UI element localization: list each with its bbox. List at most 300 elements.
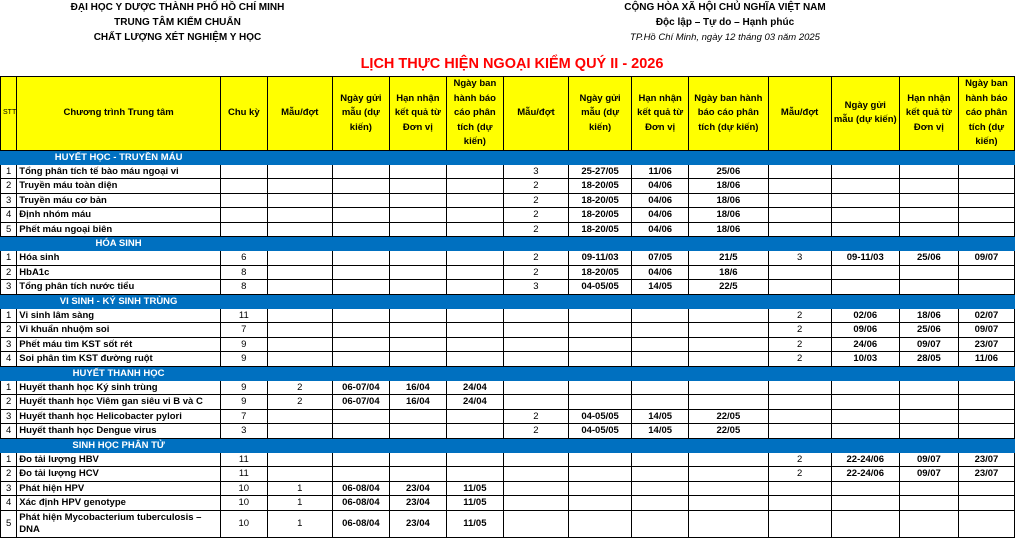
row-cell-d3: 09-11/03 bbox=[831, 251, 899, 266]
row-cell-p1 bbox=[446, 179, 503, 194]
row-cell-s2 bbox=[503, 496, 568, 511]
row-cell-s3: 2 bbox=[768, 452, 831, 467]
row-cell-d3: 09/06 bbox=[831, 323, 899, 338]
row-cell-r3: 09/07 bbox=[899, 337, 958, 352]
row-program: Hóa sinh bbox=[17, 251, 221, 266]
section-title: SINH HỌC PHÂN TỬ bbox=[17, 438, 221, 452]
section-title: VI SINH - KÝ SINH TRÙNG bbox=[17, 294, 221, 308]
row-cell-cycle bbox=[220, 222, 267, 237]
row-cell-d2 bbox=[569, 395, 632, 410]
row-program: Tổng phân tích nước tiểu bbox=[17, 280, 221, 295]
row-cell-s3: 2 bbox=[768, 467, 831, 482]
row-program: Truyền máu toàn diện bbox=[17, 179, 221, 194]
row-cell-p3: 09/07 bbox=[958, 251, 1014, 266]
row-cell-p3 bbox=[958, 395, 1014, 410]
row-cell-s1 bbox=[267, 251, 332, 266]
row-cell-p2: 18/06 bbox=[689, 193, 768, 208]
row-cell-r2 bbox=[632, 308, 689, 323]
row-program: Định nhóm máu bbox=[17, 208, 221, 223]
page-title: LỊCH THỰC HIỆN NGOẠI KIỂM QUÝ II - 2026 bbox=[360, 56, 664, 72]
section-spacer bbox=[1, 438, 17, 452]
row-cell-s1: 1 bbox=[267, 496, 332, 511]
row-cell-p3 bbox=[958, 179, 1014, 194]
row-cell-d3 bbox=[831, 481, 899, 496]
row-cell-cycle: 9 bbox=[220, 337, 267, 352]
national-motto: Độc lập – Tự do – Hạnh phúc bbox=[655, 17, 795, 28]
row-cell-p3 bbox=[958, 164, 1014, 179]
row-cell-s2: 2 bbox=[503, 251, 568, 266]
row-program: Đo tải lượng HBV bbox=[17, 452, 221, 467]
row-cell-d2 bbox=[569, 323, 632, 338]
row-cell-s3 bbox=[768, 179, 831, 194]
row-cell-s3 bbox=[768, 222, 831, 237]
row-cell-p2 bbox=[689, 452, 768, 467]
row-cell-s1 bbox=[267, 308, 332, 323]
section-fill bbox=[220, 237, 1014, 251]
row-cell-p1 bbox=[446, 467, 503, 482]
row-cell-d1 bbox=[332, 208, 389, 223]
row-cell-r2: 07/05 bbox=[632, 251, 689, 266]
row-cell-d3 bbox=[831, 193, 899, 208]
row-cell-cycle: 9 bbox=[220, 352, 267, 367]
row-cell-r1 bbox=[389, 352, 446, 367]
row-cell-cycle: 10 bbox=[220, 496, 267, 511]
row-cell-p2 bbox=[689, 395, 768, 410]
row-cell-d1 bbox=[332, 409, 389, 424]
row-cell-p1 bbox=[446, 222, 503, 237]
row-cell-r1: 16/04 bbox=[389, 395, 446, 410]
row-cell-r2: 14/05 bbox=[632, 280, 689, 295]
row-cell-d1 bbox=[332, 452, 389, 467]
row-cell-cycle: 8 bbox=[220, 280, 267, 295]
row-cell-r3 bbox=[899, 395, 958, 410]
row-cell-d2: 18-20/05 bbox=[569, 193, 632, 208]
row-cell-d1: 06-07/04 bbox=[332, 380, 389, 395]
row-cell-r1 bbox=[389, 222, 446, 237]
row-cell-p1 bbox=[446, 352, 503, 367]
row-cell-d2: 04-05/05 bbox=[569, 424, 632, 439]
row-cell-p1 bbox=[446, 251, 503, 266]
col-report-date: Ngày ban hành báo cáo phân tích (dự kiến) bbox=[446, 77, 503, 151]
row-cell-s1 bbox=[267, 222, 332, 237]
row-cell-s2: 2 bbox=[503, 409, 568, 424]
row-cell-p1: 24/04 bbox=[446, 380, 503, 395]
row-cell-r2: 04/06 bbox=[632, 222, 689, 237]
section-spacer bbox=[1, 366, 17, 380]
row-cell-p2: 22/05 bbox=[689, 424, 768, 439]
table-row bbox=[1, 208, 1015, 223]
row-cell-p2 bbox=[689, 337, 768, 352]
row-cell-cycle bbox=[220, 208, 267, 223]
row-cell-p1 bbox=[446, 164, 503, 179]
row-cell-p1: 11/05 bbox=[446, 481, 503, 496]
row-cell-p2 bbox=[689, 380, 768, 395]
table-row bbox=[1, 467, 1015, 482]
row-cell-p2 bbox=[689, 323, 768, 338]
row-stt: 4 bbox=[1, 496, 17, 511]
row-cell-p3: 11/06 bbox=[958, 352, 1014, 367]
row-cell-p1 bbox=[446, 424, 503, 439]
header-right bbox=[560, 0, 890, 45]
row-cell-r3 bbox=[899, 179, 958, 194]
col-cycle: Chu kỳ bbox=[220, 77, 267, 151]
row-cell-r3 bbox=[899, 481, 958, 496]
col-stt: STT bbox=[1, 77, 17, 151]
row-cell-r1: 16/04 bbox=[389, 380, 446, 395]
row-cell-d2: 25-27/05 bbox=[569, 164, 632, 179]
row-cell-s2 bbox=[503, 510, 568, 537]
row-cell-s3 bbox=[768, 424, 831, 439]
col-send-date-2: Ngày gửi mẫu (dự kiến) bbox=[569, 77, 632, 151]
row-cell-s1: 1 bbox=[267, 510, 332, 537]
table-row bbox=[1, 510, 1015, 537]
table-row bbox=[1, 280, 1015, 295]
row-cell-d3 bbox=[831, 424, 899, 439]
row-cell-d2: 18-20/05 bbox=[569, 179, 632, 194]
section-title: HÓA SINH bbox=[17, 237, 221, 251]
row-cell-r2: 14/05 bbox=[632, 409, 689, 424]
row-stt: 5 bbox=[1, 510, 17, 537]
table-row bbox=[1, 481, 1015, 496]
row-cell-p1 bbox=[446, 193, 503, 208]
row-cell-r1 bbox=[389, 265, 446, 280]
table-row bbox=[1, 452, 1015, 467]
row-cell-s2: 2 bbox=[503, 208, 568, 223]
row-cell-r1 bbox=[389, 424, 446, 439]
col-send-date-3: Ngày gửi mẫu (dự kiến) bbox=[831, 77, 899, 151]
row-cell-r3 bbox=[899, 510, 958, 537]
row-cell-p3: 23/07 bbox=[958, 467, 1014, 482]
row-cell-r3 bbox=[899, 265, 958, 280]
table-row bbox=[1, 179, 1015, 194]
table-row bbox=[1, 251, 1015, 266]
row-cell-cycle: 9 bbox=[220, 380, 267, 395]
row-cell-p1 bbox=[446, 280, 503, 295]
row-cell-d1 bbox=[332, 251, 389, 266]
row-cell-s2: 2 bbox=[503, 179, 568, 194]
row-cell-cycle: 6 bbox=[220, 251, 267, 266]
row-cell-s1 bbox=[267, 265, 332, 280]
row-cell-s1 bbox=[267, 179, 332, 194]
row-cell-s3: 2 bbox=[768, 308, 831, 323]
row-cell-p3 bbox=[958, 481, 1014, 496]
row-cell-r1 bbox=[389, 208, 446, 223]
row-cell-p3 bbox=[958, 424, 1014, 439]
row-program: Truyền máu cơ bản bbox=[17, 193, 221, 208]
row-cell-p3: 23/07 bbox=[958, 337, 1014, 352]
row-stt: 2 bbox=[1, 265, 17, 280]
row-cell-s3: 3 bbox=[768, 251, 831, 266]
schedule-table bbox=[0, 76, 1015, 538]
row-cell-r2 bbox=[632, 380, 689, 395]
row-stt: 3 bbox=[1, 337, 17, 352]
row-cell-r2 bbox=[632, 481, 689, 496]
row-stt: 3 bbox=[1, 481, 17, 496]
row-cell-d2 bbox=[569, 352, 632, 367]
row-cell-r3: 18/06 bbox=[899, 308, 958, 323]
row-cell-p1: 24/04 bbox=[446, 395, 503, 410]
row-cell-p3: 02/07 bbox=[958, 308, 1014, 323]
row-stt: 4 bbox=[1, 424, 17, 439]
row-cell-r2 bbox=[632, 395, 689, 410]
row-cell-r2 bbox=[632, 496, 689, 511]
row-cell-d3 bbox=[831, 164, 899, 179]
row-cell-d3 bbox=[831, 208, 899, 223]
row-cell-s1 bbox=[267, 409, 332, 424]
row-cell-d1 bbox=[332, 265, 389, 280]
row-cell-s3 bbox=[768, 395, 831, 410]
row-stt: 3 bbox=[1, 193, 17, 208]
row-cell-p2: 18/06 bbox=[689, 208, 768, 223]
row-cell-d2 bbox=[569, 337, 632, 352]
row-cell-s1 bbox=[267, 452, 332, 467]
row-cell-s1 bbox=[267, 323, 332, 338]
row-stt: 3 bbox=[1, 280, 17, 295]
row-cell-r2 bbox=[632, 337, 689, 352]
row-cell-d3: 22-24/06 bbox=[831, 467, 899, 482]
row-cell-d3 bbox=[831, 222, 899, 237]
row-cell-r3 bbox=[899, 193, 958, 208]
row-cell-d2: 18-20/05 bbox=[569, 265, 632, 280]
row-cell-cycle: 7 bbox=[220, 323, 267, 338]
row-cell-d1 bbox=[332, 323, 389, 338]
col-program: Chương trình Trung tâm bbox=[17, 77, 221, 151]
row-cell-s3 bbox=[768, 265, 831, 280]
row-stt: 3 bbox=[1, 409, 17, 424]
row-cell-r1 bbox=[389, 308, 446, 323]
section-fill bbox=[220, 438, 1014, 452]
row-cell-s1 bbox=[267, 352, 332, 367]
row-program: Tổng phân tích tế bào máu ngoại vi bbox=[17, 164, 221, 179]
row-cell-r2: 11/06 bbox=[632, 164, 689, 179]
row-cell-s2 bbox=[503, 337, 568, 352]
row-cell-s2 bbox=[503, 323, 568, 338]
row-cell-s3: 2 bbox=[768, 323, 831, 338]
row-cell-p2: 22/5 bbox=[689, 280, 768, 295]
row-cell-d1 bbox=[332, 179, 389, 194]
row-cell-r3 bbox=[899, 409, 958, 424]
row-stt: 2 bbox=[1, 323, 17, 338]
row-cell-cycle: 11 bbox=[220, 467, 267, 482]
col-result-deadline-2: Hạn nhận kết quả từ Đơn vị bbox=[632, 77, 689, 151]
row-cell-d1: 06-07/04 bbox=[332, 395, 389, 410]
row-cell-d1 bbox=[332, 222, 389, 237]
row-cell-d3: 10/03 bbox=[831, 352, 899, 367]
row-cell-d1 bbox=[332, 467, 389, 482]
row-cell-p2 bbox=[689, 510, 768, 537]
table-header-row bbox=[1, 77, 1015, 151]
national-title: CỘNG HÒA XÃ HỘI CHỦ NGHĨA VIỆT NAM bbox=[624, 2, 826, 13]
row-program: Soi phân tìm KST đường ruột bbox=[17, 352, 221, 367]
row-cell-s3 bbox=[768, 510, 831, 537]
row-cell-d3: 02/06 bbox=[831, 308, 899, 323]
document-date: TP.Hồ Chí Minh, ngày 12 tháng 03 năm 2025 bbox=[630, 32, 820, 43]
row-cell-s2 bbox=[503, 481, 568, 496]
row-cell-d1 bbox=[332, 164, 389, 179]
row-stt: 1 bbox=[1, 308, 17, 323]
row-cell-s2 bbox=[503, 467, 568, 482]
table-row bbox=[1, 164, 1015, 179]
row-cell-r1 bbox=[389, 467, 446, 482]
row-cell-d2: 09-11/03 bbox=[569, 251, 632, 266]
table-row bbox=[1, 380, 1015, 395]
row-cell-r2: 04/06 bbox=[632, 208, 689, 223]
row-cell-cycle bbox=[220, 179, 267, 194]
row-cell-r3: 25/06 bbox=[899, 251, 958, 266]
row-stt: 1 bbox=[1, 380, 17, 395]
row-cell-r3: 09/07 bbox=[899, 467, 958, 482]
row-cell-r1 bbox=[389, 164, 446, 179]
row-cell-r2: 04/06 bbox=[632, 193, 689, 208]
row-stt: 1 bbox=[1, 251, 17, 266]
row-cell-s1: 2 bbox=[267, 395, 332, 410]
row-cell-s2: 2 bbox=[503, 424, 568, 439]
row-cell-d2 bbox=[569, 452, 632, 467]
row-stt: 1 bbox=[1, 164, 17, 179]
table-row bbox=[1, 337, 1015, 352]
col-result-deadline-3: Hạn nhận kết quả từ Đơn vị bbox=[899, 77, 958, 151]
row-program: HbA1c bbox=[17, 265, 221, 280]
table-row bbox=[1, 409, 1015, 424]
row-cell-d2: 18-20/05 bbox=[569, 222, 632, 237]
row-stt: 2 bbox=[1, 467, 17, 482]
section-fill bbox=[220, 294, 1014, 308]
row-cell-s2 bbox=[503, 308, 568, 323]
row-cell-p2: 22/05 bbox=[689, 409, 768, 424]
row-cell-s2: 3 bbox=[503, 280, 568, 295]
row-cell-d1 bbox=[332, 352, 389, 367]
row-cell-r2 bbox=[632, 452, 689, 467]
row-cell-d1 bbox=[332, 193, 389, 208]
row-cell-p1 bbox=[446, 265, 503, 280]
row-cell-r3 bbox=[899, 280, 958, 295]
row-program: Xác định HPV genotype bbox=[17, 496, 221, 511]
row-cell-r1: 23/04 bbox=[389, 481, 446, 496]
row-cell-d3 bbox=[831, 380, 899, 395]
section-header-row bbox=[1, 150, 1015, 164]
row-cell-p2 bbox=[689, 467, 768, 482]
row-cell-r1 bbox=[389, 452, 446, 467]
row-cell-p1 bbox=[446, 337, 503, 352]
table-body bbox=[1, 150, 1015, 537]
table-row bbox=[1, 308, 1015, 323]
row-cell-s2 bbox=[503, 395, 568, 410]
row-cell-p2: 25/06 bbox=[689, 164, 768, 179]
row-cell-s2: 2 bbox=[503, 222, 568, 237]
row-cell-s1 bbox=[267, 193, 332, 208]
row-cell-p1 bbox=[446, 409, 503, 424]
row-cell-p1 bbox=[446, 308, 503, 323]
row-cell-d2 bbox=[569, 467, 632, 482]
row-cell-r3 bbox=[899, 222, 958, 237]
col-samples-3: Mẫu/đợt bbox=[768, 77, 831, 151]
row-cell-d1 bbox=[332, 308, 389, 323]
row-cell-d3 bbox=[831, 280, 899, 295]
row-cell-d2 bbox=[569, 496, 632, 511]
row-cell-d3 bbox=[831, 510, 899, 537]
row-cell-d3 bbox=[831, 496, 899, 511]
row-cell-s1 bbox=[267, 208, 332, 223]
row-cell-p1: 11/05 bbox=[446, 496, 503, 511]
table-row bbox=[1, 323, 1015, 338]
row-program: Huyết thanh học Viêm gan siêu vi B và C bbox=[17, 395, 221, 410]
row-cell-r1 bbox=[389, 251, 446, 266]
row-cell-r1 bbox=[389, 179, 446, 194]
row-cell-cycle: 10 bbox=[220, 510, 267, 537]
row-program: Phát hiện HPV bbox=[17, 481, 221, 496]
section-header-row bbox=[1, 237, 1015, 251]
row-cell-p1 bbox=[446, 323, 503, 338]
row-cell-s3 bbox=[768, 409, 831, 424]
row-cell-s3 bbox=[768, 208, 831, 223]
table-row bbox=[1, 222, 1015, 237]
row-cell-s1 bbox=[267, 424, 332, 439]
row-cell-r3 bbox=[899, 380, 958, 395]
row-cell-cycle: 11 bbox=[220, 452, 267, 467]
section-header-row bbox=[1, 438, 1015, 452]
col-report-date-3: Ngày ban hành báo cáo phân tích (dự kiến) bbox=[958, 77, 1014, 151]
col-samples: Mẫu/đợt bbox=[267, 77, 332, 151]
row-cell-s3 bbox=[768, 496, 831, 511]
row-cell-d2: 04-05/05 bbox=[569, 409, 632, 424]
row-cell-r3 bbox=[899, 208, 958, 223]
row-cell-r1: 23/04 bbox=[389, 510, 446, 537]
row-cell-r1: 23/04 bbox=[389, 496, 446, 511]
row-cell-p2: 18/6 bbox=[689, 265, 768, 280]
row-cell-p3 bbox=[958, 510, 1014, 537]
row-cell-d2: 04-05/05 bbox=[569, 280, 632, 295]
row-cell-r2: 14/05 bbox=[632, 424, 689, 439]
row-cell-p3 bbox=[958, 208, 1014, 223]
row-cell-cycle: 9 bbox=[220, 395, 267, 410]
row-cell-p2 bbox=[689, 496, 768, 511]
row-cell-cycle: 3 bbox=[220, 424, 267, 439]
row-cell-s3 bbox=[768, 481, 831, 496]
row-cell-r3 bbox=[899, 164, 958, 179]
row-cell-d2 bbox=[569, 308, 632, 323]
row-cell-d1 bbox=[332, 424, 389, 439]
row-program: Phết máu ngoại biên bbox=[17, 222, 221, 237]
row-cell-r1 bbox=[389, 280, 446, 295]
row-cell-p2 bbox=[689, 481, 768, 496]
row-cell-s2: 2 bbox=[503, 193, 568, 208]
row-cell-d3 bbox=[831, 265, 899, 280]
row-cell-p2: 18/06 bbox=[689, 222, 768, 237]
row-cell-r1 bbox=[389, 409, 446, 424]
col-send-date: Ngày gửi mẫu (dự kiến) bbox=[332, 77, 389, 151]
row-cell-r2 bbox=[632, 352, 689, 367]
row-cell-d1: 06-08/04 bbox=[332, 481, 389, 496]
row-cell-s1: 1 bbox=[267, 481, 332, 496]
row-cell-r3 bbox=[899, 496, 958, 511]
row-cell-p1 bbox=[446, 452, 503, 467]
row-cell-p3 bbox=[958, 409, 1014, 424]
row-cell-r3: 28/05 bbox=[899, 352, 958, 367]
row-program: Phết máu tìm KST sốt rét bbox=[17, 337, 221, 352]
row-cell-s1 bbox=[267, 280, 332, 295]
row-cell-s1: 2 bbox=[267, 380, 332, 395]
table-row bbox=[1, 496, 1015, 511]
row-cell-p2 bbox=[689, 308, 768, 323]
row-cell-r2: 04/06 bbox=[632, 265, 689, 280]
row-cell-d1: 06-08/04 bbox=[332, 510, 389, 537]
section-spacer bbox=[1, 294, 17, 308]
row-cell-cycle: 8 bbox=[220, 265, 267, 280]
row-cell-p3: 23/07 bbox=[958, 452, 1014, 467]
row-program: Vi khuẩn nhuộm soi bbox=[17, 323, 221, 338]
row-cell-d3 bbox=[831, 409, 899, 424]
col-result-deadline: Hạn nhận kết quả từ Đơn vị bbox=[389, 77, 446, 151]
